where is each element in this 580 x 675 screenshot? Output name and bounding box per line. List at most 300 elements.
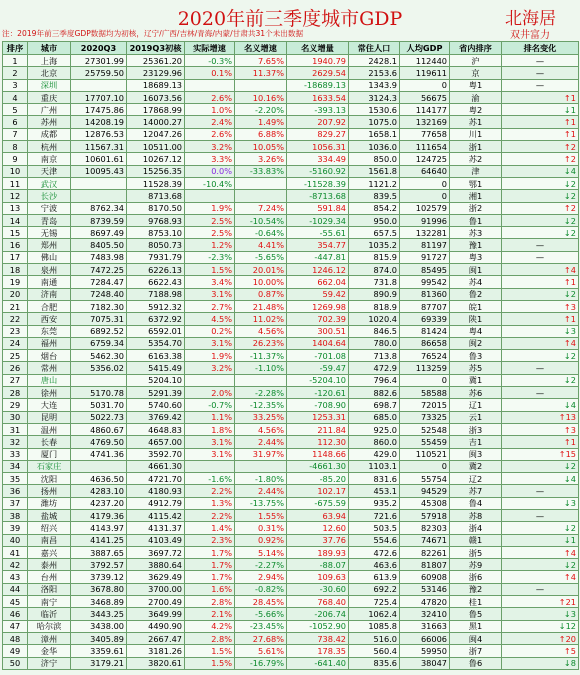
cell-nominal-increment: 37.76 xyxy=(287,534,349,546)
cell-population: 2428.1 xyxy=(349,55,400,67)
cell-rank-change: ↓2 xyxy=(502,522,579,534)
cell-nominal-growth: 0.87% xyxy=(235,288,287,300)
table-row xyxy=(3,202,579,214)
cell-rank: 28 xyxy=(3,387,28,399)
table-row xyxy=(3,559,579,571)
cell-city: 嘉兴 xyxy=(28,546,71,558)
cell-gdp-per-capita: 87707 xyxy=(400,300,450,312)
cell-nominal-increment: -5204.10 xyxy=(287,374,349,386)
cell-province-rank: 鲁2 xyxy=(450,288,502,300)
column-header-rank-change: 排名变化 xyxy=(502,42,579,55)
cell-nominal-increment: 178.35 xyxy=(287,645,349,657)
cell-gdp-2019q3: 2700.49 xyxy=(127,596,185,608)
cell-city: 西安 xyxy=(28,313,71,325)
cell-rank-change: ↓1 xyxy=(502,534,579,546)
table-row xyxy=(3,387,579,399)
cell-real-growth: -10.4% xyxy=(185,177,235,189)
cell-province-rank: 浙2 xyxy=(450,202,502,214)
cell-nominal-increment: -447.81 xyxy=(287,251,349,263)
cell-province-rank: 闽3 xyxy=(450,448,502,460)
cell-nominal-increment: 1404.64 xyxy=(287,337,349,349)
table-row xyxy=(3,583,579,595)
cell-province-rank: 辽2 xyxy=(450,473,502,485)
cell-real-growth: 3.2% xyxy=(185,141,235,153)
cell-gdp-2020q3: 3792.57 xyxy=(71,559,127,571)
cell-nominal-increment: 211.84 xyxy=(287,423,349,435)
cell-province-rank: 浙7 xyxy=(450,645,502,657)
cell-gdp-2019q3: 15256.35 xyxy=(127,165,185,177)
cell-rank-change: ↓4 xyxy=(502,399,579,411)
cell-nominal-growth: 7.65% xyxy=(235,55,287,67)
cell-gdp-per-capita: 74671 xyxy=(400,534,450,546)
cell-gdp-per-capita: 47820 xyxy=(400,596,450,608)
cell-province-rank: 豫1 xyxy=(450,239,502,251)
cell-real-growth: 2.1% xyxy=(185,608,235,620)
cell-province-rank: 苏4 xyxy=(450,276,502,288)
cell-gdp-per-capita: 0 xyxy=(400,374,450,386)
column-header-gdp-per-capita: 人均GDP xyxy=(400,42,450,55)
cell-city: 佛山 xyxy=(28,251,71,263)
cell-nominal-increment: 207.92 xyxy=(287,116,349,128)
cell-city: 青岛 xyxy=(28,214,71,226)
cell-nominal-growth: 27.68% xyxy=(235,632,287,644)
cell-city: 长春 xyxy=(28,436,71,448)
cell-nominal-increment: 63.94 xyxy=(287,509,349,521)
cell-real-growth: 1.5% xyxy=(185,645,235,657)
cell-province-rank: 苏1 xyxy=(450,116,502,128)
cell-population: 925.0 xyxy=(349,423,400,435)
cell-gdp-2019q3: 16073.56 xyxy=(127,91,185,103)
cell-population: 2153.6 xyxy=(349,67,400,79)
cell-gdp-per-capita: 111654 xyxy=(400,141,450,153)
cell-gdp-2020q3: 3405.89 xyxy=(71,632,127,644)
table-row xyxy=(3,460,579,472)
cell-rank-change: — xyxy=(502,362,579,374)
cell-rank: 11 xyxy=(3,177,28,189)
cell-gdp-2019q3: 8170.50 xyxy=(127,202,185,214)
cell-population: 1121.2 xyxy=(349,177,400,189)
cell-real-growth: 1.3% xyxy=(185,497,235,509)
cell-province-rank: 吉1 xyxy=(450,436,502,448)
cell-population: 1561.8 xyxy=(349,165,400,177)
table-row xyxy=(3,423,579,435)
cell-gdp-2019q3: 4721.70 xyxy=(127,473,185,485)
cell-province-rank: 鲁6 xyxy=(450,657,502,669)
cell-province-rank: 苏5 xyxy=(450,362,502,374)
cell-nominal-increment: -5160.92 xyxy=(287,165,349,177)
cell-nominal-growth xyxy=(235,190,287,202)
cell-gdp-2020q3: 3359.61 xyxy=(71,645,127,657)
cell-population: 831.6 xyxy=(349,473,400,485)
cell-city: 大连 xyxy=(28,399,71,411)
cell-nominal-increment: -11528.39 xyxy=(287,177,349,189)
cell-nominal-growth: 1.55% xyxy=(235,509,287,521)
cell-province-rank: 鲁4 xyxy=(450,497,502,509)
cell-real-growth: 2.5% xyxy=(185,214,235,226)
cell-gdp-per-capita: 58588 xyxy=(400,387,450,399)
cell-nominal-growth: 28.45% xyxy=(235,596,287,608)
brand-sub-label: 双井富力 xyxy=(510,30,550,41)
cell-gdp-2020q3: 3468.89 xyxy=(71,596,127,608)
cell-gdp-2020q3: 5462.30 xyxy=(71,350,127,362)
cell-gdp-2020q3: 4141.25 xyxy=(71,534,127,546)
cell-city: 泰州 xyxy=(28,559,71,571)
cell-rank-change: ↑2 xyxy=(502,202,579,214)
cell-population: 1036.0 xyxy=(349,141,400,153)
cell-population: 453.1 xyxy=(349,485,400,497)
cell-gdp-per-capita: 73325 xyxy=(400,411,450,423)
table-row xyxy=(3,239,579,251)
cell-rank: 33 xyxy=(3,448,28,460)
cell-population: 1062.4 xyxy=(349,608,400,620)
cell-city: 哈尔滨 xyxy=(28,620,71,632)
cell-real-growth: 3.1% xyxy=(185,337,235,349)
cell-rank-change: ↓2 xyxy=(502,214,579,226)
cell-nominal-increment: 1056.31 xyxy=(287,141,349,153)
cell-real-growth: 2.0% xyxy=(185,387,235,399)
cell-province-rank: 桂1 xyxy=(450,596,502,608)
cell-gdp-per-capita: 110521 xyxy=(400,448,450,460)
cell-city: 无锡 xyxy=(28,227,71,239)
cell-gdp-2019q3: 6622.43 xyxy=(127,276,185,288)
cell-population: 874.0 xyxy=(349,264,400,276)
table-body xyxy=(3,55,579,670)
cell-rank: 29 xyxy=(3,399,28,411)
cell-gdp-2019q3: 3649.99 xyxy=(127,608,185,620)
cell-population: 839.5 xyxy=(349,190,400,202)
cell-gdp-2019q3: 3181.26 xyxy=(127,645,185,657)
cell-population: 1035.2 xyxy=(349,239,400,251)
cell-province-rank: 渝 xyxy=(450,91,502,103)
cell-province-rank: 闽4 xyxy=(450,632,502,644)
cell-real-growth xyxy=(185,190,235,202)
cell-real-growth: -0.7% xyxy=(185,399,235,411)
cell-real-growth xyxy=(185,460,235,472)
column-header-population: 常住人口 xyxy=(349,42,400,55)
cell-gdp-2019q3: 5204.10 xyxy=(127,374,185,386)
cell-city: 重庆 xyxy=(28,91,71,103)
cell-rank-change: ↓4 xyxy=(502,473,579,485)
cell-city: 福州 xyxy=(28,337,71,349)
cell-gdp-2020q3: 11567.31 xyxy=(71,141,127,153)
cell-gdp-2020q3: 4143.97 xyxy=(71,522,127,534)
cell-nominal-growth: 5.14% xyxy=(235,546,287,558)
cell-nominal-increment: 1148.66 xyxy=(287,448,349,460)
table-row xyxy=(3,79,579,91)
cell-rank: 17 xyxy=(3,251,28,263)
table-row xyxy=(3,362,579,374)
cell-nominal-increment: -18689.13 xyxy=(287,79,349,91)
cell-gdp-2019q3: 14000.27 xyxy=(127,116,185,128)
cell-nominal-increment: -8713.68 xyxy=(287,190,349,202)
table-row xyxy=(3,190,579,202)
cell-rank-change: ↑15 xyxy=(502,448,579,460)
cell-rank: 30 xyxy=(3,411,28,423)
cell-nominal-increment: 1253.31 xyxy=(287,411,349,423)
cell-gdp-2020q3: 4636.50 xyxy=(71,473,127,485)
cell-gdp-2019q3: 6163.38 xyxy=(127,350,185,362)
cell-province-rank: 湘1 xyxy=(450,190,502,202)
cell-rank-change: — xyxy=(502,67,579,79)
cell-nominal-growth: 21.48% xyxy=(235,300,287,312)
cell-rank-change: — xyxy=(502,251,579,263)
cell-rank: 18 xyxy=(3,264,28,276)
cell-gdp-2020q3: 5170.78 xyxy=(71,387,127,399)
cell-gdp-2019q3: 7188.98 xyxy=(127,288,185,300)
cell-gdp-per-capita: 81197 xyxy=(400,239,450,251)
cell-rank: 40 xyxy=(3,534,28,546)
cell-province-rank: 京 xyxy=(450,67,502,79)
cell-gdp-2020q3: 5022.73 xyxy=(71,411,127,423)
cell-nominal-increment: -701.08 xyxy=(287,350,349,362)
cell-nominal-increment: -4661.30 xyxy=(287,460,349,472)
cell-rank: 6 xyxy=(3,116,28,128)
cell-rank: 14 xyxy=(3,214,28,226)
cell-rank-change: — xyxy=(502,583,579,595)
cell-rank-change: ↑4 xyxy=(502,546,579,558)
cell-city: 洛阳 xyxy=(28,583,71,595)
table-row xyxy=(3,608,579,620)
table-row xyxy=(3,509,579,521)
cell-population: 685.0 xyxy=(349,411,400,423)
cell-rank-change: — xyxy=(502,79,579,91)
column-header-province-rank: 省内排序 xyxy=(450,42,502,55)
cell-population: 935.2 xyxy=(349,497,400,509)
cell-real-growth: 1.6% xyxy=(185,583,235,595)
cell-nominal-growth: 1.49% xyxy=(235,116,287,128)
cell-rank: 27 xyxy=(3,374,28,386)
cell-gdp-2020q3: 4769.50 xyxy=(71,436,127,448)
cell-rank: 20 xyxy=(3,288,28,300)
cell-rank-change: ↑4 xyxy=(502,571,579,583)
table-row xyxy=(3,448,579,460)
cell-gdp-per-capita: 81360 xyxy=(400,288,450,300)
cell-gdp-2020q3 xyxy=(71,190,127,202)
cell-gdp-2019q3: 18689.13 xyxy=(127,79,185,91)
cell-gdp-2020q3: 4179.36 xyxy=(71,509,127,521)
cell-province-rank: 苏8 xyxy=(450,509,502,521)
cell-city: 漳州 xyxy=(28,632,71,644)
cell-population: 780.0 xyxy=(349,337,400,349)
cell-gdp-2020q3: 7075.31 xyxy=(71,313,127,325)
cell-population: 429.0 xyxy=(349,448,400,460)
cell-real-growth: 2.5% xyxy=(185,227,235,239)
cell-gdp-2019q3: 10511.00 xyxy=(127,141,185,153)
cell-gdp-2019q3: 6592.01 xyxy=(127,325,185,337)
cell-rank: 46 xyxy=(3,608,28,620)
cell-real-growth: 4.2% xyxy=(185,620,235,632)
cell-rank-change: ↓2 xyxy=(502,350,579,362)
cell-province-rank: 浙3 xyxy=(450,423,502,435)
cell-city: 石家庄 xyxy=(28,460,71,472)
cell-province-rank: 鲁1 xyxy=(450,214,502,226)
cell-rank: 35 xyxy=(3,473,28,485)
cell-gdp-2020q3: 8762.34 xyxy=(71,202,127,214)
table-row xyxy=(3,534,579,546)
cell-city: 南昌 xyxy=(28,534,71,546)
cell-gdp-2019q3: 4490.90 xyxy=(127,620,185,632)
cell-gdp-2020q3: 3438.00 xyxy=(71,620,127,632)
cell-province-rank: 皖1 xyxy=(450,300,502,312)
cell-gdp-2019q3: 4912.79 xyxy=(127,497,185,509)
table-row xyxy=(3,165,579,177)
cell-rank-change: ↑20 xyxy=(502,632,579,644)
cell-city: 北京 xyxy=(28,67,71,79)
cell-gdp-2019q3: 4131.37 xyxy=(127,522,185,534)
cell-city: 济南 xyxy=(28,288,71,300)
cell-province-rank: 豫2 xyxy=(450,583,502,595)
cell-population: 1075.0 xyxy=(349,116,400,128)
table-row xyxy=(3,497,579,509)
cell-rank: 19 xyxy=(3,276,28,288)
cell-gdp-2019q3: 9768.93 xyxy=(127,214,185,226)
cell-real-growth: 4.5% xyxy=(185,313,235,325)
cell-real-growth: 1.5% xyxy=(185,264,235,276)
cell-population: 882.6 xyxy=(349,387,400,399)
cell-population: 731.8 xyxy=(349,276,400,288)
cell-gdp-2020q3: 3678.80 xyxy=(71,583,127,595)
table-row xyxy=(3,141,579,153)
page-title: 2020年前三季度城市GDP xyxy=(177,8,403,30)
cell-rank: 38 xyxy=(3,509,28,521)
cell-city: 南京 xyxy=(28,153,71,165)
cell-gdp-2020q3: 7472.25 xyxy=(71,264,127,276)
column-header-nominal-increment: 名义增量 xyxy=(287,42,349,55)
cell-province-rank: 鲁5 xyxy=(450,608,502,620)
cell-gdp-per-capita: 112440 xyxy=(400,55,450,67)
cell-gdp-2020q3: 8739.59 xyxy=(71,214,127,226)
cell-rank: 9 xyxy=(3,153,28,165)
cell-nominal-growth: 0.31% xyxy=(235,522,287,534)
table-row xyxy=(3,485,579,497)
cell-nominal-growth: -0.64% xyxy=(235,227,287,239)
cell-real-growth: 3.1% xyxy=(185,436,235,448)
cell-city: 武汉 xyxy=(28,177,71,189)
cell-gdp-2020q3: 7483.98 xyxy=(71,251,127,263)
cell-city: 宁波 xyxy=(28,202,71,214)
cell-real-growth: 1.7% xyxy=(185,546,235,558)
cell-rank-change: ↑13 xyxy=(502,411,579,423)
cell-nominal-growth xyxy=(235,79,287,91)
cell-real-growth: 3.1% xyxy=(185,448,235,460)
cell-gdp-per-capita: 0 xyxy=(400,460,450,472)
cell-nominal-growth: -23.45% xyxy=(235,620,287,632)
cell-nominal-increment: -120.61 xyxy=(287,387,349,399)
cell-gdp-per-capita: 72015 xyxy=(400,399,450,411)
cell-nominal-growth: 33.25% xyxy=(235,411,287,423)
cell-gdp-2020q3: 8405.50 xyxy=(71,239,127,251)
cell-nominal-increment: -206.74 xyxy=(287,608,349,620)
cell-nominal-growth: 26.23% xyxy=(235,337,287,349)
cell-gdp-2020q3: 17707.10 xyxy=(71,91,127,103)
table-row xyxy=(3,399,579,411)
cell-province-rank: 陕1 xyxy=(450,313,502,325)
cell-gdp-2020q3: 12876.53 xyxy=(71,128,127,140)
cell-population: 1085.8 xyxy=(349,620,400,632)
cell-rank-change: ↓8 xyxy=(502,657,579,669)
cell-population: 815.9 xyxy=(349,251,400,263)
table-row xyxy=(3,325,579,337)
cell-nominal-growth xyxy=(235,177,287,189)
cell-rank: 2 xyxy=(3,67,28,79)
cell-real-growth: 1.7% xyxy=(185,559,235,571)
cell-population: 713.8 xyxy=(349,350,400,362)
cell-gdp-2020q3: 7248.40 xyxy=(71,288,127,300)
cell-nominal-increment: 1633.54 xyxy=(287,91,349,103)
table-row xyxy=(3,67,579,79)
cell-population: 657.5 xyxy=(349,227,400,239)
cell-nominal-increment: -59.47 xyxy=(287,362,349,374)
cell-gdp-2020q3: 10601.61 xyxy=(71,153,127,165)
cell-gdp-2020q3 xyxy=(71,374,127,386)
cell-rank: 39 xyxy=(3,522,28,534)
cell-rank-change: — xyxy=(502,509,579,521)
cell-nominal-growth: 4.56% xyxy=(235,423,287,435)
cell-nominal-increment: 2629.54 xyxy=(287,67,349,79)
cell-nominal-increment: -641.40 xyxy=(287,657,349,669)
table-row xyxy=(3,251,579,263)
cell-population: 613.9 xyxy=(349,571,400,583)
cell-rank: 47 xyxy=(3,620,28,632)
cell-rank-change: — xyxy=(502,387,579,399)
cell-rank-change: ↑1 xyxy=(502,116,579,128)
cell-rank-change: ↓2 xyxy=(502,460,579,472)
cell-gdp-per-capita: 82261 xyxy=(400,546,450,558)
table-row xyxy=(3,276,579,288)
column-header-real-growth: 实际增速 xyxy=(185,42,235,55)
cell-gdp-per-capita: 91727 xyxy=(400,251,450,263)
cell-province-rank: 沪 xyxy=(450,55,502,67)
cell-population: 846.5 xyxy=(349,325,400,337)
cell-gdp-2019q3: 3592.70 xyxy=(127,448,185,460)
cell-gdp-2019q3: 3880.64 xyxy=(127,559,185,571)
cell-gdp-per-capita: 0 xyxy=(400,177,450,189)
cell-gdp-2020q3: 7284.47 xyxy=(71,276,127,288)
table-row xyxy=(3,546,579,558)
cell-nominal-growth: -16.79% xyxy=(235,657,287,669)
cell-rank-change: ↓3 xyxy=(502,325,579,337)
cell-real-growth: 1.1% xyxy=(185,411,235,423)
cell-rank: 8 xyxy=(3,141,28,153)
cell-population: 503.5 xyxy=(349,522,400,534)
cell-nominal-increment: 768.40 xyxy=(287,596,349,608)
cell-nominal-growth: 31.97% xyxy=(235,448,287,460)
cell-city: 杭州 xyxy=(28,141,71,153)
cell-province-rank: 闽1 xyxy=(450,264,502,276)
cell-province-rank: 赣1 xyxy=(450,534,502,546)
table-row xyxy=(3,128,579,140)
cell-population: 472.6 xyxy=(349,546,400,558)
cell-population: 1530.6 xyxy=(349,104,400,116)
cell-rank: 12 xyxy=(3,190,28,202)
cell-gdp-2020q3: 10095.43 xyxy=(71,165,127,177)
cell-nominal-growth: 2.44% xyxy=(235,436,287,448)
cell-gdp-2020q3: 6759.34 xyxy=(71,337,127,349)
cell-city: 临沂 xyxy=(28,608,71,620)
cell-gdp-per-capita: 81807 xyxy=(400,559,450,571)
cell-population: 472.9 xyxy=(349,362,400,374)
cell-gdp-2019q3: 4180.93 xyxy=(127,485,185,497)
cell-real-growth: 2.8% xyxy=(185,596,235,608)
column-header-gdp-2020q3: 2020Q3 xyxy=(71,42,127,55)
column-header-rank: 排序 xyxy=(3,42,28,55)
cell-real-growth: 2.4% xyxy=(185,116,235,128)
cell-city: 常州 xyxy=(28,362,71,374)
cell-rank-change: ↓2 xyxy=(502,559,579,571)
cell-real-growth: -0.3% xyxy=(185,55,235,67)
cell-province-rank: 浙6 xyxy=(450,571,502,583)
cell-nominal-increment: -675.59 xyxy=(287,497,349,509)
